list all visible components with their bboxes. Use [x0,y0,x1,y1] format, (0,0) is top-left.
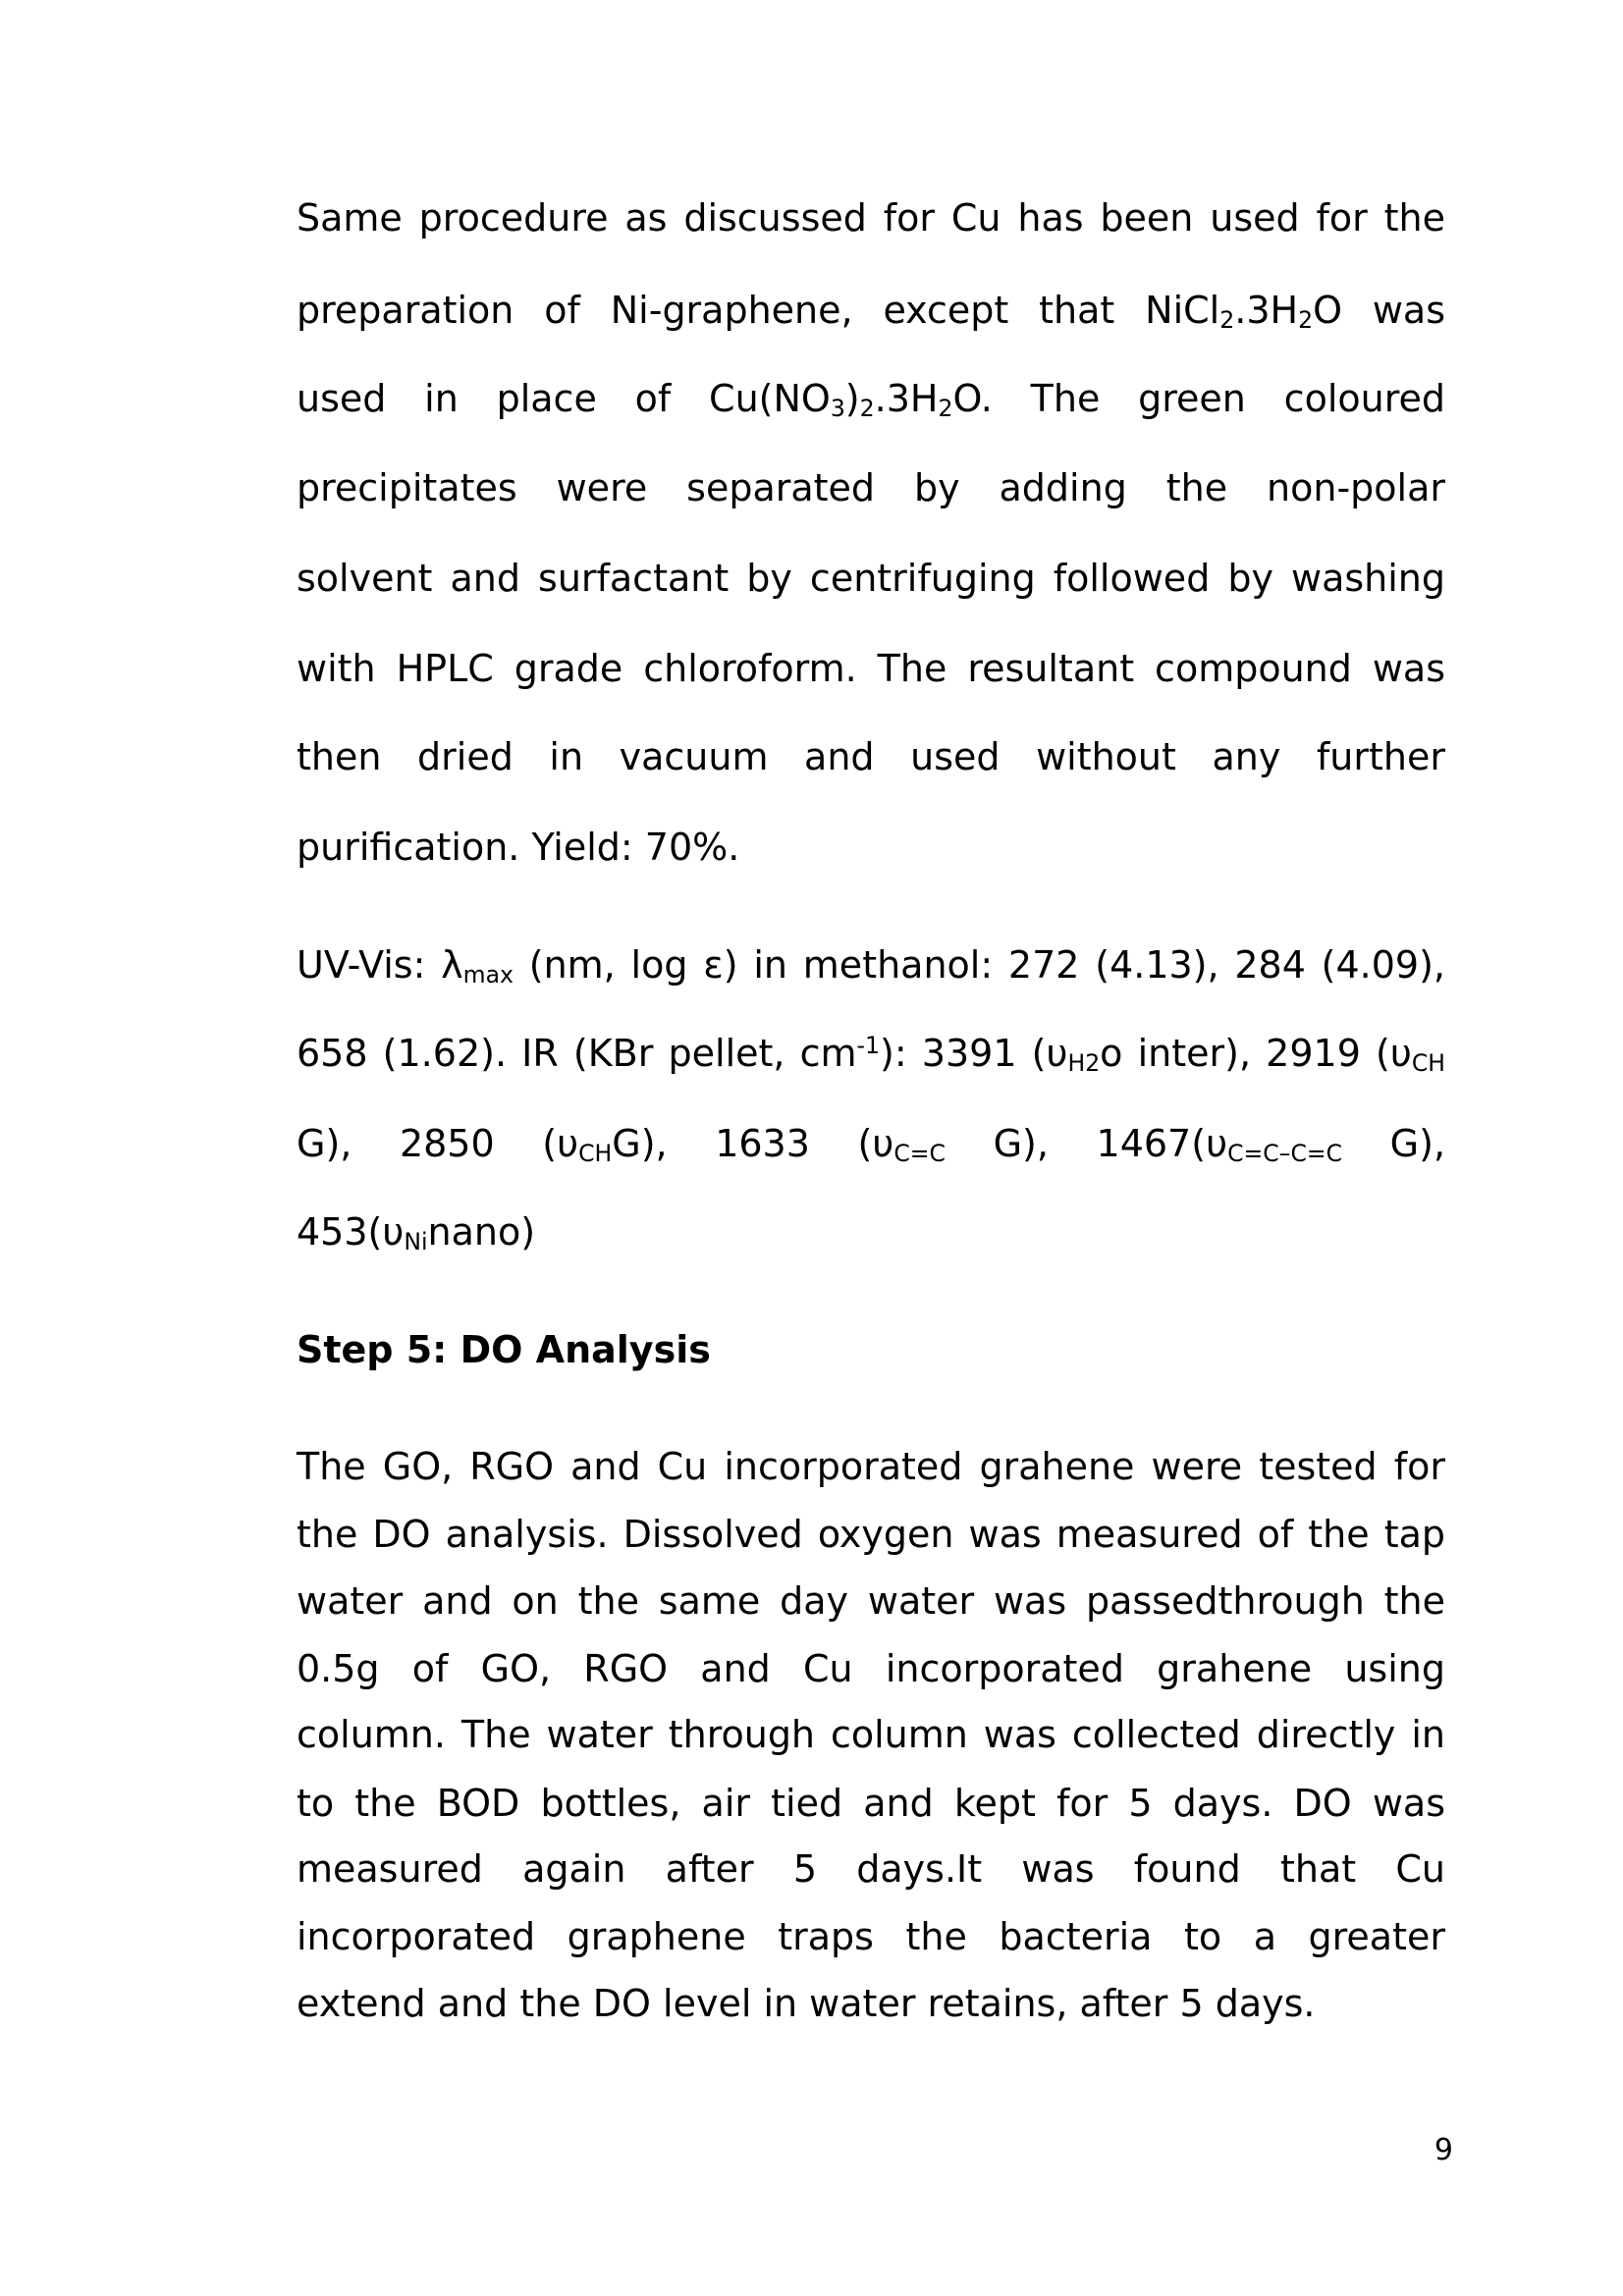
text-line: UV-Vis: $\lambda_{max}$ (nm, log ε) in methanol: 272 (4.13), 284 (4.09), [297,943,1446,989]
text-line: solvent and surfactant by centrifuging followed by washing [297,557,1445,600]
text-line: used in place of $Cu(NO_3)_2.3H_2O$. The green coloured [297,377,1445,423]
text-line: water and on the same day water was passedthrough the [297,1579,1445,1623]
text-line: incorporated graphene traps the bacteria to a greater [297,1915,1445,1958]
text-line: 0.5g of GO, RGO and Cu incorporated grahene using [297,1647,1445,1690]
text-line: $453(\upsilon_{Ni}nano)$ [297,1210,536,1256]
text-line: Same procedure as discussed for Cu has been used for the [297,196,1445,240]
text-line: G), 2850 $(\upsilon_{CH}G)$, 1633 ($\upsilon_{C=C}$ G), $1467(\upsilon_{C=C-C=C}$ G), [297,1122,1446,1168]
text-line: column. The water through column was collected directly in [297,1713,1445,1756]
page-number: 9 [1434,2133,1453,2167]
text-line: preparation of Ni-graphene, except that $NiCl_2.3H_2O$ was [297,289,1445,335]
text-line: with HPLC grade chloroform. The resultant compound was [297,647,1445,690]
text-line: extend and the DO level in water retains, after 5 days. [297,1982,1316,2025]
text-line: the DO analysis. Dissolved oxygen was measured of the tap [297,1513,1445,1556]
text-line: to the BOD bottles, air tied and kept for 5 days. DO was [297,1782,1445,1825]
text-line: measured again after 5 days.It was found that Cu [297,1847,1445,1891]
text-line: then dried in vacuum and used without any further [297,735,1445,778]
text-line: purification. Yield: 70%. [297,826,740,869]
text-line: precipitates were separated by adding the non-polar [297,466,1445,509]
text-line: 658 (1.62). IR (KBr pellet, $cm^{-1}$): 3391 ($\upsilon_{H2}o$ inter), 2919 ($\upsilon_{CH}$ [297,1032,1445,1078]
section-heading: Step 5: DO Analysis [297,1328,711,1371]
text-line: The GO, RGO and Cu incorporated grahene were tested for [297,1445,1445,1488]
